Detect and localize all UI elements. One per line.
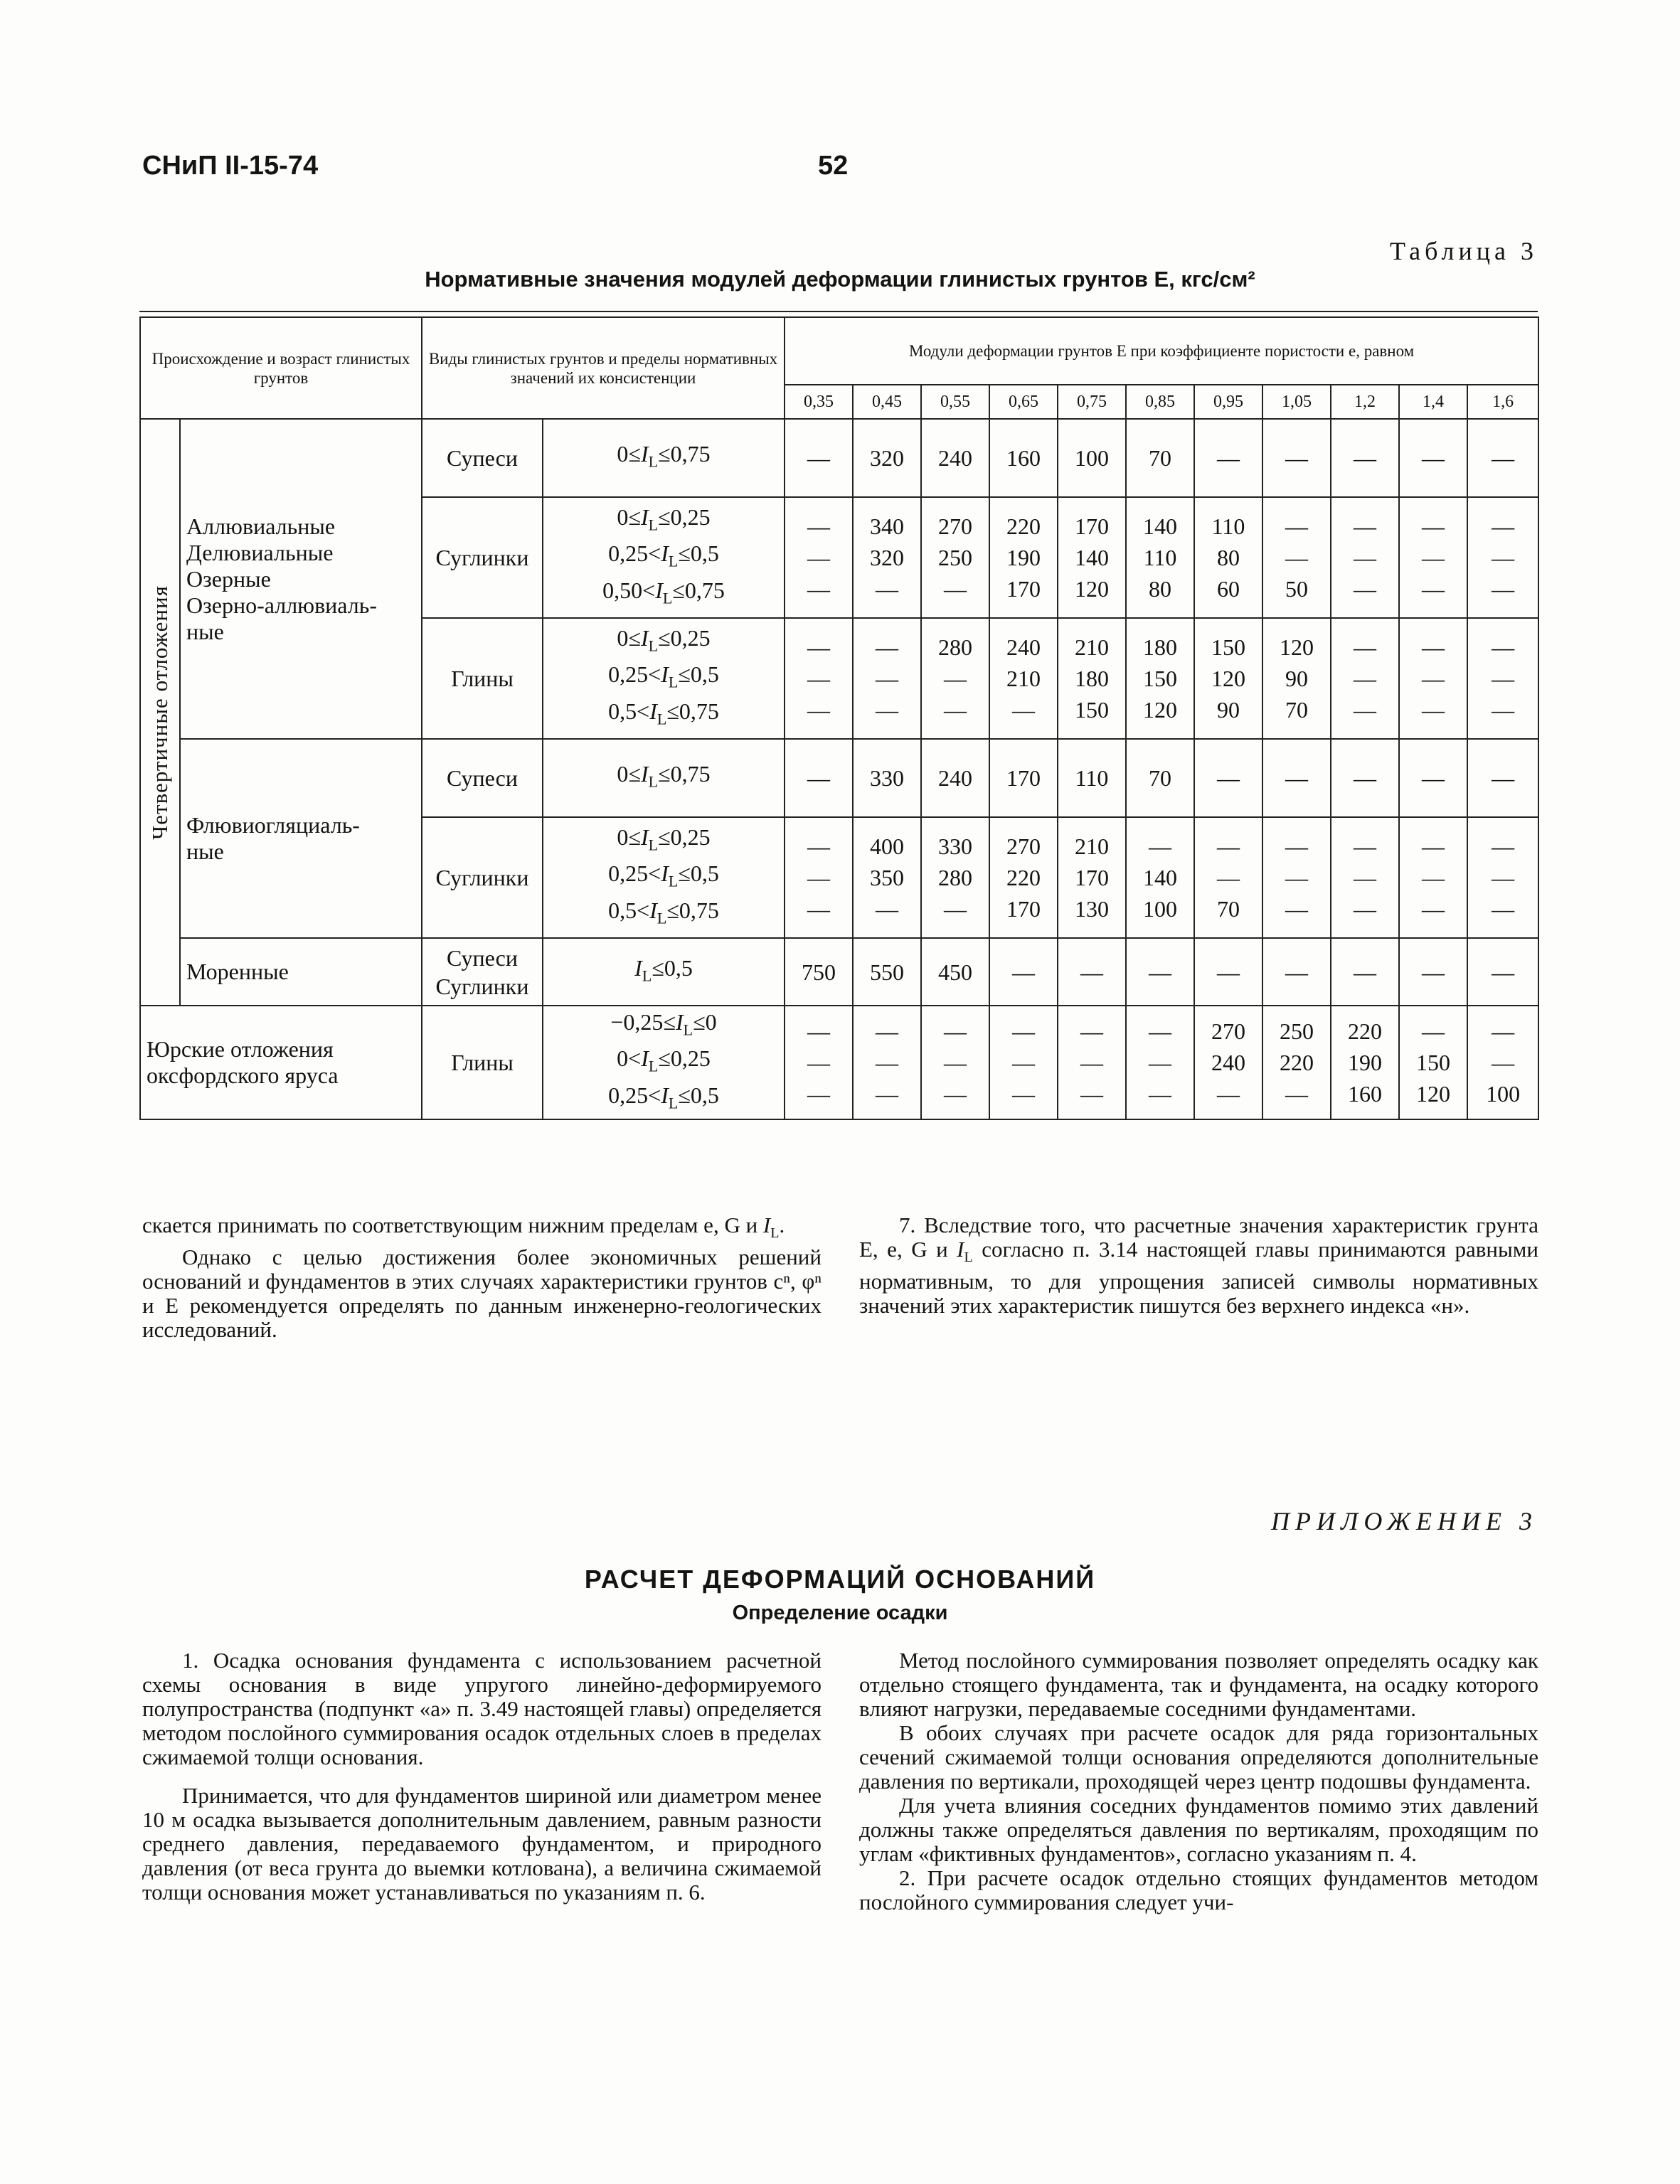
moduli-table <box>139 316 1539 1120</box>
modulus-value: — 140 100 <box>1126 817 1194 938</box>
table-top-rule <box>139 311 1538 312</box>
modulus-value: — <box>1194 419 1262 497</box>
modulus-value: — <box>785 419 853 497</box>
modulus-value: — <box>1467 739 1538 817</box>
modulus-value: — — — <box>1126 1006 1194 1119</box>
modulus-value: 170 140 120 <box>1058 497 1126 618</box>
modulus-value: 240 <box>921 419 989 497</box>
table-title: Нормативные значения модулей деформации глинистых грунтов E, кгс/см² <box>425 267 1255 292</box>
modulus-value: 270 220 170 <box>989 817 1058 938</box>
modulus-value: — <box>1467 419 1538 497</box>
modulus-value: 70 <box>1126 419 1194 497</box>
modulus-value: 280 — — <box>921 618 989 739</box>
modulus-value: 330 280 — <box>921 817 989 938</box>
modulus-value: 140 110 80 <box>1126 497 1194 618</box>
modulus-value: — — — <box>1467 817 1538 938</box>
paragraph: 2. При расчете осадок отдельно стоящих фундаментов методом послойного суммирования следует учи- <box>859 1865 1538 1914</box>
consistency-range: $0\le I_L\le 0,25$ $0,25<I_L\le 0,5$ $0,5<I_L\le 0,75$ <box>543 618 785 739</box>
soil-kind: Глины <box>422 1006 543 1119</box>
modulus-value: — — — <box>1058 1006 1126 1119</box>
modulus-value: — <box>1194 938 1262 1006</box>
modulus-value: 240 <box>921 739 989 817</box>
text-right-top <box>859 1213 1538 1318</box>
consistency-range: $0\le I_L\le 0,25$ $0,25<I_L\le 0,5$ $0,50<I_L\le 0,75$ <box>543 497 785 618</box>
modulus-value: — — — <box>1331 817 1399 938</box>
paragraph: скается принимать по соответствующим нижним пределам e, G и $I_L$. <box>142 1213 785 1242</box>
origin-alluvial: Аллювиальные Делювиальные Озерные Озерно-аллювиаль- ные <box>180 419 422 739</box>
modulus-value: — — — <box>1399 618 1467 739</box>
paragraph: Принимается, что для фундаментов шириной или диаметром менее 10 м осадка вызывается дополнительным давлением, равным разности среднего давления, передаваемого фундаментом, и природного давления (от веса грунта до выемки котлована), а величина сжимаемой толщи основания может устанавливаться по указаниям п. 6. <box>142 1783 822 1905</box>
porosity-header: 0,75 <box>1058 385 1126 419</box>
modulus-value: 270 250 — <box>921 497 989 618</box>
porosity-header: 0,45 <box>853 385 921 419</box>
text-left-bottom <box>142 1648 822 1905</box>
text-right-bottom <box>859 1648 1538 1914</box>
porosity-header: 0,35 <box>785 385 853 419</box>
modulus-value: — — — <box>785 1006 853 1119</box>
kinds-header: Виды глинистых грунтов и пределы нормативных значений их консистенции <box>422 317 785 419</box>
modulus-value: — — — <box>1399 497 1467 618</box>
consistency-range: $0\le I_L\le 0,75$ <box>543 419 785 497</box>
consistency-range: $0\le I_L\le 0,25$ $0,25<I_L\le 0,5$ $0,5<I_L\le 0,75$ <box>543 817 785 938</box>
table-row <box>140 739 1538 817</box>
modulus-value: — <box>1331 739 1399 817</box>
modulus-value: 70 <box>1126 739 1194 817</box>
modulus-value: — — — <box>1467 497 1538 618</box>
modulus-value: — — — <box>1262 817 1331 938</box>
text-left-top <box>142 1213 822 1342</box>
modulus-value: 100 <box>1058 419 1126 497</box>
modulus-value: 210 170 130 <box>1058 817 1126 938</box>
soil-kind: Глины <box>422 618 543 739</box>
soil-kind: Супеси <box>422 739 543 817</box>
modulus-value: — <box>1331 419 1399 497</box>
soil-kind: Суглинки <box>422 497 543 618</box>
porosity-header: 1,05 <box>1262 385 1331 419</box>
porosity-header: 1,6 <box>1467 385 1538 419</box>
paragraph: В обоих случаях при расчете осадок для ряда горизонтальных сечений сжимаемой толщи основания определяются дополнительные давления по вертикали, проходящей через центр подошвы фундамента. <box>859 1720 1538 1794</box>
modulus-value: 170 <box>989 739 1058 817</box>
porosity-header: 1,2 <box>1331 385 1399 419</box>
modulus-value: — <box>1262 739 1331 817</box>
modulus-value: — — — <box>1399 817 1467 938</box>
modulus-value: 340 320 — <box>853 497 921 618</box>
porosity-header: 0,85 <box>1126 385 1194 419</box>
modulus-value: — <box>1262 419 1331 497</box>
modulus-value: — — — <box>853 1006 921 1119</box>
modulus-value: — <box>1399 419 1467 497</box>
modulus-value: 220 190 160 <box>1331 1006 1399 1119</box>
porosity-header: 0,65 <box>989 385 1058 419</box>
paragraph: Метод послойного суммирования позволяет определять осадку как отдельно стоящего фундамента, так и фундамента, на осадку которого влияют нагрузки, передаваемые соседними фундаментами. <box>859 1648 1538 1721</box>
modulus-value: 450 <box>921 938 989 1006</box>
paragraph: Однако с целью достижения более экономичных решений оснований и фундаментов в этих случаях характеристики грунтов cⁿ, φⁿ и E рекомендуется определять по данным инженерно-геологических исследований. <box>142 1245 822 1343</box>
origin-jurassic: Юрские отложения оксфордского яруса <box>140 1006 422 1119</box>
modulus-value: 160 <box>989 419 1058 497</box>
modulus-value: — — — <box>1331 497 1399 618</box>
document-code: СНиП II-15-74 <box>142 151 319 181</box>
modulus-value: 110 <box>1058 739 1126 817</box>
modulus-value: 220 190 170 <box>989 497 1058 618</box>
modulus-value: 270 240 — <box>1194 1006 1262 1119</box>
porosity-header: 0,95 <box>1194 385 1262 419</box>
consistency-range: $0\le I_L\le 0,75$ <box>543 739 785 817</box>
modulus-value: 550 <box>853 938 921 1006</box>
paragraph: 1. Осадка основания фундамента с использованием расчетной схемы основания в виде упругого линейно-деформируемого полупространства (подпункт «а» п. 3.49 настоящей главы) определяется методом послойного суммирования осадок отдельных слоев в пределах сжимаемой толщи основания. <box>142 1648 822 1769</box>
modulus-value: — — — <box>785 497 853 618</box>
table-label: Таблица 3 <box>1390 237 1538 265</box>
section-subtitle: Определение осадки <box>732 1602 948 1624</box>
modulus-value: — 150 120 <box>1399 1006 1467 1119</box>
modulus-value: — <box>785 739 853 817</box>
modulus-value: 330 <box>853 739 921 817</box>
modulus-value: — — — <box>1331 618 1399 739</box>
modulus-value: — <box>1467 938 1538 1006</box>
modulus-value: 250 220 — <box>1262 1006 1331 1119</box>
modulus-value: — — — <box>921 1006 989 1119</box>
table-row <box>140 938 1538 1006</box>
origin-header: Происхождение и возраст глинистых грунтов <box>140 317 422 419</box>
modulus-value: 180 150 120 <box>1126 618 1194 739</box>
modulus-value: — — — <box>989 1006 1058 1119</box>
modulus-value: — — — <box>853 618 921 739</box>
modulus-value: — <box>989 938 1058 1006</box>
modulus-value: 110 80 60 <box>1194 497 1262 618</box>
modulus-value: — <box>1331 938 1399 1006</box>
modulus-value: — — — <box>785 817 853 938</box>
moduli-header: Модули деформации грунтов E при коэффициенте пористости e, равном <box>785 317 1538 385</box>
page-number: 52 <box>818 151 849 181</box>
soil-kind: Суглинки <box>422 817 543 938</box>
appendix-label: ПРИЛОЖЕНИЕ 3 <box>1271 1507 1538 1535</box>
porosity-header: 0,55 <box>921 385 989 419</box>
section-title: РАСЧЕТ ДЕФОРМАЦИЙ ОСНОВАНИЙ <box>584 1565 1096 1594</box>
modulus-value: — <box>1262 938 1331 1006</box>
modulus-value: 320 <box>853 419 921 497</box>
modulus-value: — <box>1399 739 1467 817</box>
modulus-value: — — 70 <box>1194 817 1262 938</box>
group-quaternary: Четвертичные отложения <box>140 419 180 1006</box>
modulus-value: — — 50 <box>1262 497 1331 618</box>
paragraph: Для учета влияния соседних фундаментов помимо этих давлений должны также определяться давления по вертикалям, проходящим по углам «фиктивных фундаментов», согласно указаниям п. 4. <box>859 1793 1538 1866</box>
consistency-range: $-0,25\le I_L\le 0$ $0<I_L\le 0,25$ $0,25<I_L\le 0,5$ <box>543 1006 785 1119</box>
modulus-value: — — — <box>1467 618 1538 739</box>
modulus-value: 150 120 90 <box>1194 618 1262 739</box>
soil-kind: Супеси Суглинки <box>422 938 543 1006</box>
porosity-header: 1,4 <box>1399 385 1467 419</box>
table-row <box>140 1006 1538 1119</box>
consistency-range: $I_L\le 0,5$ <box>543 938 785 1006</box>
modulus-value: — <box>1399 938 1467 1006</box>
modulus-value: 120 90 70 <box>1262 618 1331 739</box>
modulus-value: — <box>1058 938 1126 1006</box>
paragraph: 7. Вследствие того, что расчетные значения характеристик грунта E, e, G и $I_L$ согласно п. 3.14 настоящей главы принимаются равными нормативным, то для упрощения записей символы нормативных значений этих характеристик пишутся без верхнего индекса «н». <box>859 1213 1538 1319</box>
modulus-value: — — — <box>785 618 853 739</box>
modulus-value: 210 180 150 <box>1058 618 1126 739</box>
table-row <box>140 419 1538 497</box>
soil-kind: Супеси <box>422 419 543 497</box>
modulus-value: — — 100 <box>1467 1006 1538 1119</box>
modulus-value: 240 210 — <box>989 618 1058 739</box>
origin-fluvioglacial: Флювиогляциаль- ные <box>180 739 422 938</box>
origin-moraine: Моренные <box>180 938 422 1006</box>
modulus-value: — <box>1126 938 1194 1006</box>
modulus-value: — <box>1194 739 1262 817</box>
modulus-value: 750 <box>785 938 853 1006</box>
modulus-value: 400 350 — <box>853 817 921 938</box>
